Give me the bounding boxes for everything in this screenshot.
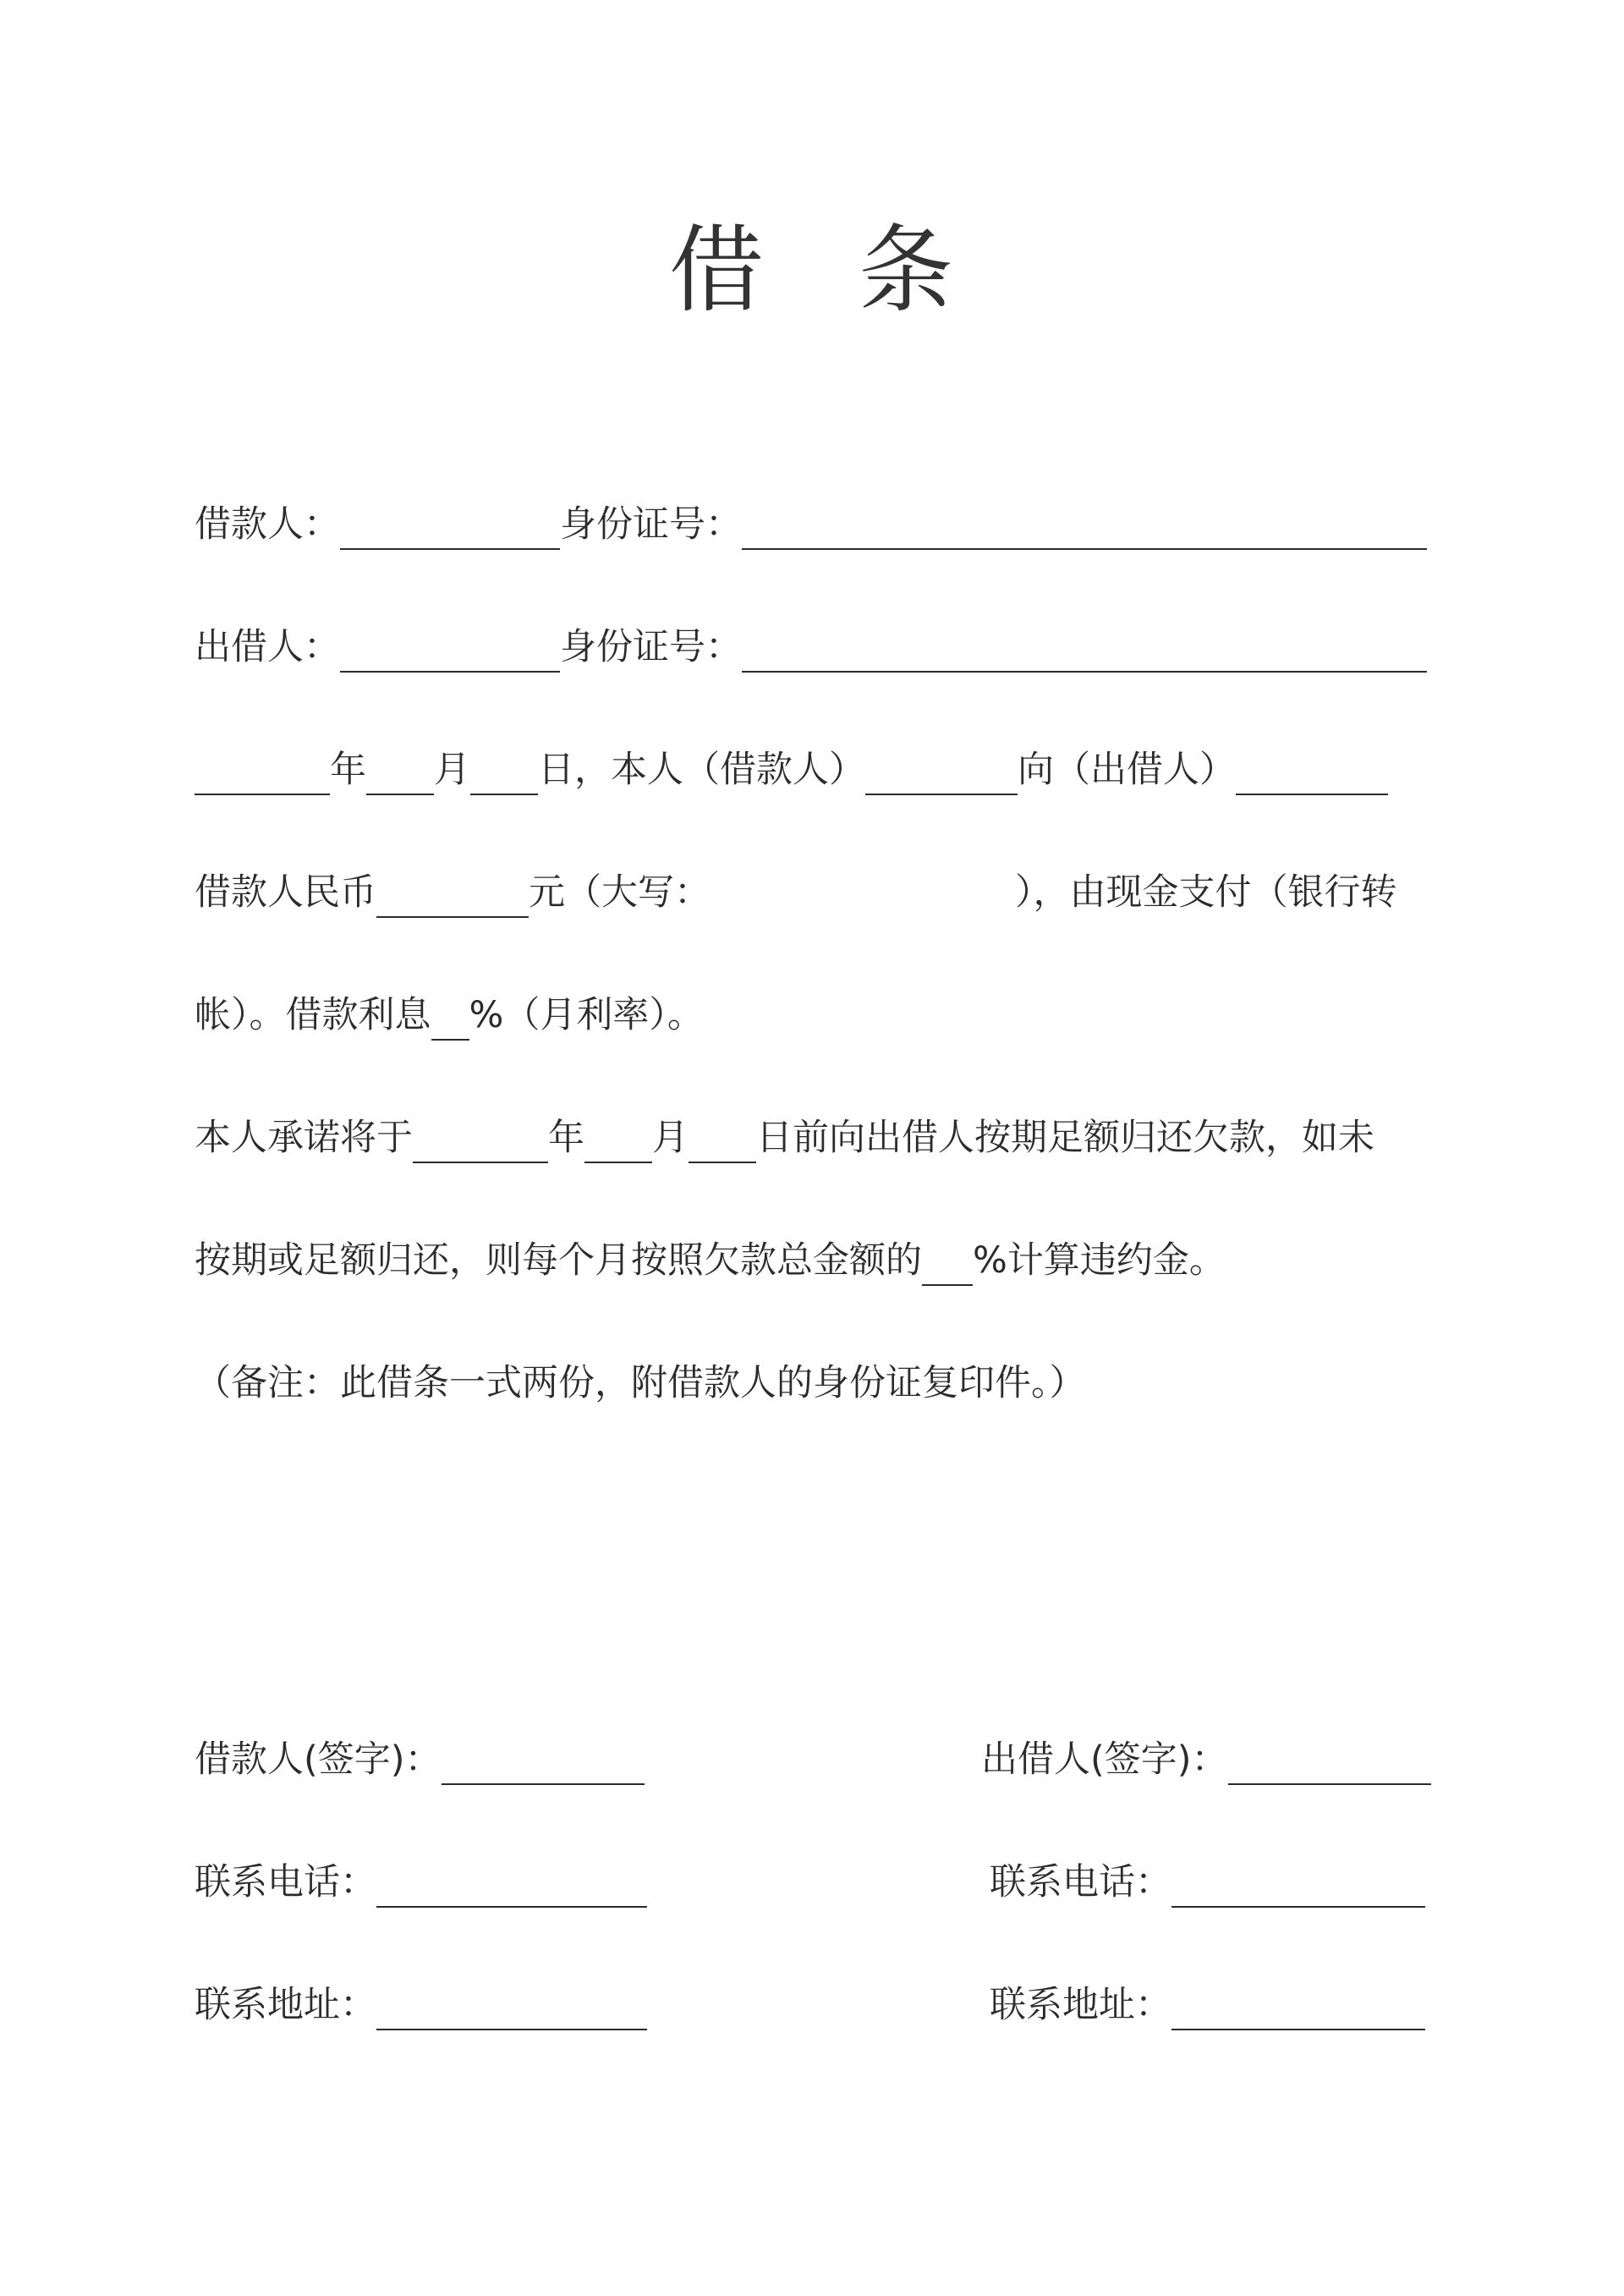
title-char-2: 条 <box>859 216 955 326</box>
penalty-rate-field[interactable] <box>922 1244 973 1286</box>
promise-year-field[interactable] <box>413 1121 548 1163</box>
borrow-rmb-label: 借款人民币 <box>195 871 376 914</box>
lender-row <box>195 622 1438 673</box>
borrower-id-label: 身份证号： <box>560 503 742 546</box>
borrower-id-field[interactable] <box>742 508 1427 550</box>
date-day-label: 日，本人（借款人） <box>538 749 865 791</box>
title-char-1: 借 <box>669 216 765 326</box>
lender-address-field[interactable] <box>1171 1988 1425 2030</box>
lender-inline-field[interactable] <box>1236 753 1388 795</box>
right-address-row <box>990 1980 1425 2030</box>
interest-rate-field[interactable] <box>431 998 469 1041</box>
document-title <box>0 211 1624 330</box>
interest-suffix-label: %（月利率）。 <box>469 994 704 1036</box>
lender-sign-field[interactable] <box>1228 1743 1431 1785</box>
borrower-phone-field[interactable] <box>376 1865 647 1908</box>
right-phone-row <box>990 1857 1425 1908</box>
borrower-address-field[interactable] <box>376 1988 647 2030</box>
amount-field[interactable] <box>376 876 529 918</box>
date-month-label: 月 <box>434 749 470 791</box>
borrower-phone-label: 联系电话： <box>195 1861 376 1903</box>
lender-sign-label: 出借人(签字)： <box>981 1738 1228 1781</box>
borrower-row <box>195 499 1438 550</box>
account-close-label: 帐）。借款利息 <box>195 994 431 1036</box>
borrower-sign-label: 借款人(签字)： <box>195 1738 442 1781</box>
date-month-field[interactable] <box>366 753 434 795</box>
lender-id-label: 身份证号： <box>560 626 742 668</box>
left-phone-row <box>195 1857 668 1908</box>
left-address-row <box>195 1980 668 2030</box>
penalty-prefix-label: 按期或足额归还，则每个月按照欠款总金额的 <box>195 1239 922 1282</box>
promise-day-field[interactable] <box>689 1121 756 1163</box>
lender-name-field[interactable] <box>340 630 560 673</box>
date-year-label: 年 <box>330 749 366 791</box>
note-row <box>195 1358 1438 1409</box>
promise-prefix-label: 本人承诺将于 <box>195 1117 413 1159</box>
lender-address-label: 联系地址： <box>990 1984 1171 2026</box>
yuan-upper-label: 元（大写： <box>529 871 710 914</box>
borrower-sign-field[interactable] <box>442 1743 645 1785</box>
borrower-inline-field[interactable] <box>865 753 1018 795</box>
borrower-address-label: 联系地址： <box>195 1984 376 2026</box>
borrower-label: 借款人： <box>195 503 340 546</box>
promise-month-field[interactable] <box>584 1121 652 1163</box>
penalty-row <box>195 1235 1438 1286</box>
left-sign-row <box>195 1734 668 1785</box>
borrower-name-field[interactable] <box>340 508 560 550</box>
lender-id-field[interactable] <box>742 630 1427 673</box>
promise-year-label: 年 <box>548 1117 584 1159</box>
pay-method-label: ），由现金支付（银行转 <box>1015 871 1397 914</box>
promise-suffix-label: 日前向出借人按期足额归还欠款，如未 <box>756 1117 1374 1159</box>
date-day-field[interactable] <box>470 753 538 795</box>
amount-row <box>195 867 1438 918</box>
to-lender-label: 向（出借人） <box>1018 749 1236 791</box>
date-year-field[interactable] <box>195 753 330 795</box>
promise-month-label: 月 <box>652 1117 689 1159</box>
lender-phone-label: 联系电话： <box>990 1861 1171 1903</box>
promise-row <box>195 1112 1438 1163</box>
interest-row <box>195 990 1438 1041</box>
lender-phone-field[interactable] <box>1171 1865 1425 1908</box>
penalty-suffix-label: %计算违约金。 <box>973 1239 1226 1282</box>
note-text: （备注：此借条一式两份，附借款人的身份证复印件。） <box>195 1362 1086 1404</box>
right-sign-row <box>981 1734 1431 1785</box>
lender-label: 出借人： <box>195 626 340 668</box>
date-row <box>195 744 1438 795</box>
